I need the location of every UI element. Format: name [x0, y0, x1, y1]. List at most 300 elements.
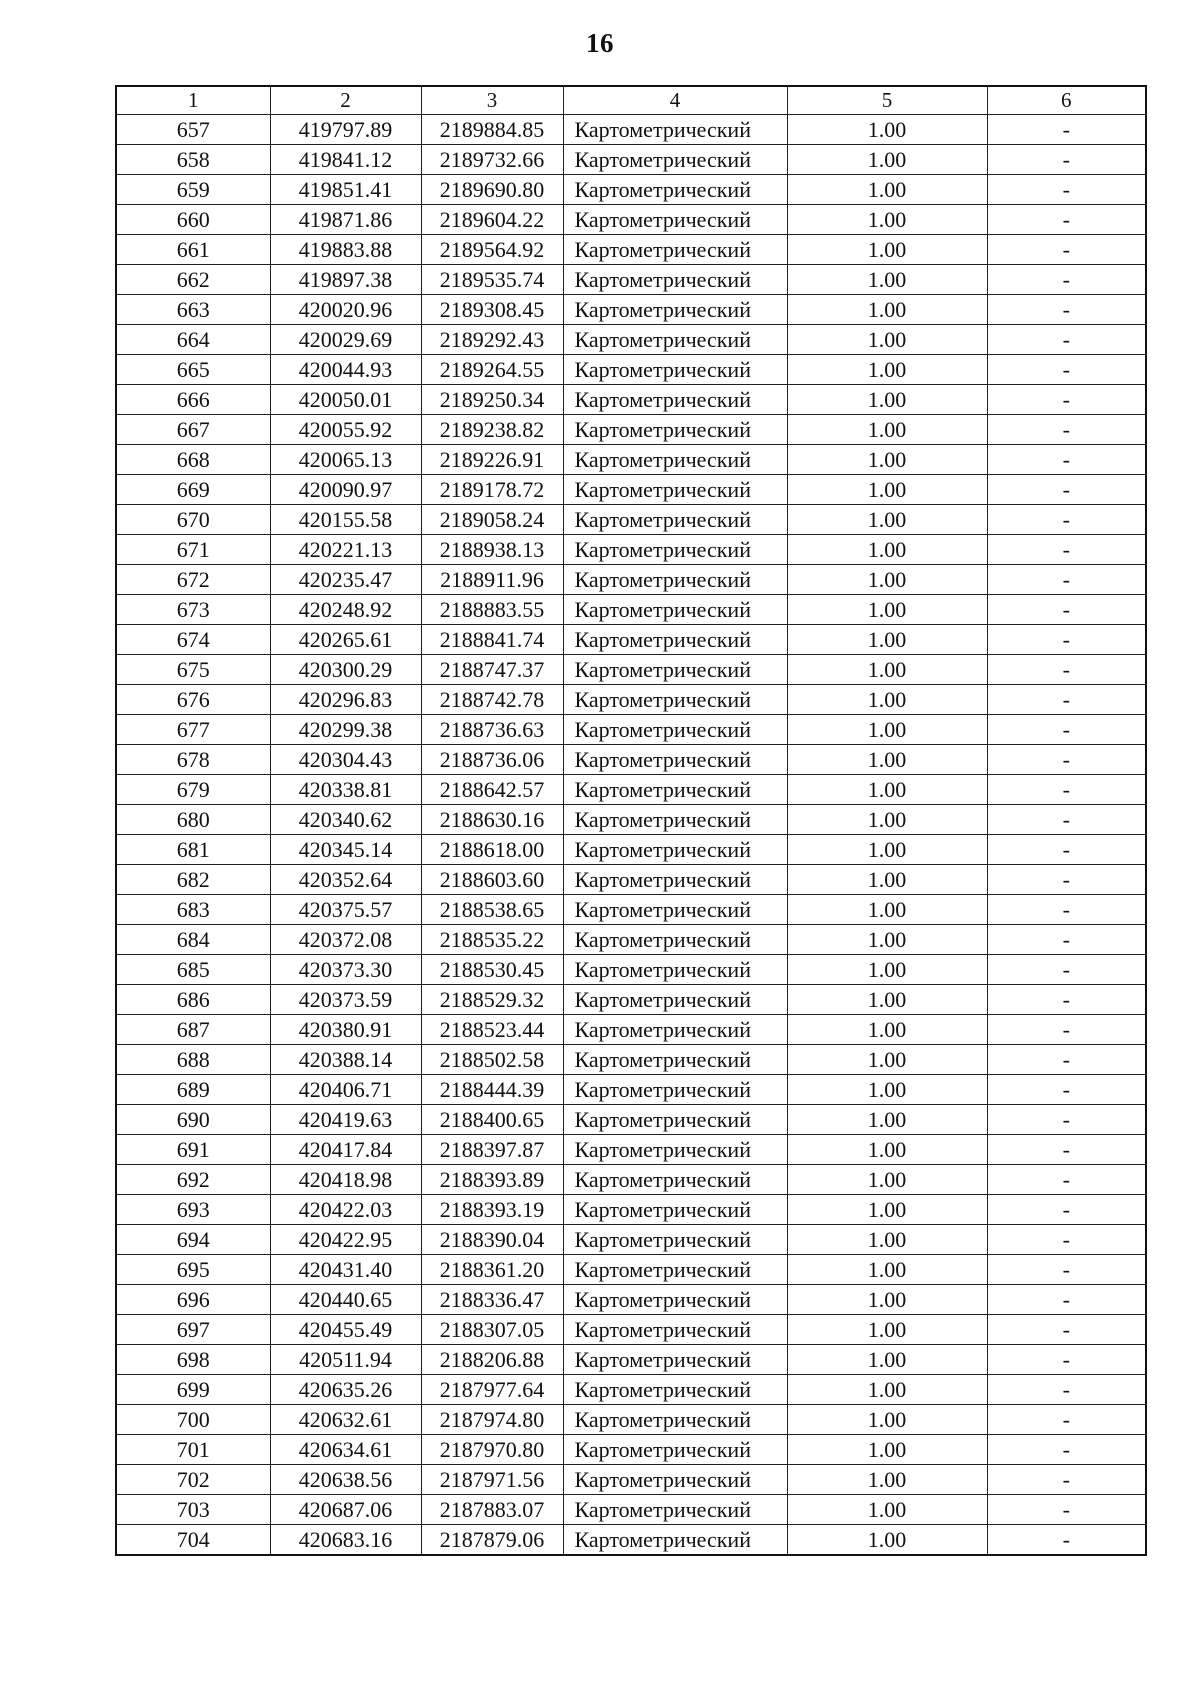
x-coordinate-cell: 420687.06	[270, 1495, 421, 1525]
accuracy-cell: 1.00	[787, 1375, 987, 1405]
point-number-cell: 673	[116, 595, 270, 625]
accuracy-cell: 1.00	[787, 1165, 987, 1195]
note-cell: -	[987, 325, 1146, 355]
point-number-cell: 671	[116, 535, 270, 565]
point-number-cell: 694	[116, 1225, 270, 1255]
table-body	[116, 115, 1146, 1556]
note-cell: -	[987, 1255, 1146, 1285]
point-number-cell: 683	[116, 895, 270, 925]
accuracy-cell: 1.00	[787, 1405, 987, 1435]
y-coordinate-cell: 2188742.78	[421, 685, 563, 715]
x-coordinate-cell: 420638.56	[270, 1465, 421, 1495]
y-coordinate-cell: 2188502.58	[421, 1045, 563, 1075]
point-number-cell: 665	[116, 355, 270, 385]
accuracy-cell: 1.00	[787, 565, 987, 595]
accuracy-cell: 1.00	[787, 205, 987, 235]
point-number-cell: 691	[116, 1135, 270, 1165]
x-coordinate-cell: 420388.14	[270, 1045, 421, 1075]
point-number-cell: 696	[116, 1285, 270, 1315]
table-row	[116, 775, 1146, 805]
table-row	[116, 655, 1146, 685]
y-coordinate-cell: 2188603.60	[421, 865, 563, 895]
accuracy-cell: 1.00	[787, 1495, 987, 1525]
accuracy-cell: 1.00	[787, 805, 987, 835]
method-cell: Картометрический	[563, 1105, 787, 1135]
accuracy-cell: 1.00	[787, 505, 987, 535]
accuracy-cell: 1.00	[787, 535, 987, 565]
point-number-cell: 680	[116, 805, 270, 835]
method-cell: Картометрический	[563, 145, 787, 175]
header-row	[116, 86, 1146, 115]
note-cell: -	[987, 1345, 1146, 1375]
point-number-cell: 679	[116, 775, 270, 805]
accuracy-cell: 1.00	[787, 955, 987, 985]
accuracy-cell: 1.00	[787, 835, 987, 865]
method-cell: Картометрический	[563, 1375, 787, 1405]
x-coordinate-cell: 420375.57	[270, 895, 421, 925]
point-number-cell: 703	[116, 1495, 270, 1525]
note-cell: -	[987, 295, 1146, 325]
method-cell: Картометрический	[563, 595, 787, 625]
point-number-cell: 698	[116, 1345, 270, 1375]
x-coordinate-cell: 420345.14	[270, 835, 421, 865]
table-row	[116, 595, 1146, 625]
method-cell: Картометрический	[563, 895, 787, 925]
accuracy-cell: 1.00	[787, 235, 987, 265]
accuracy-cell: 1.00	[787, 625, 987, 655]
x-coordinate-cell: 420373.30	[270, 955, 421, 985]
table-row	[116, 1105, 1146, 1135]
point-number-cell: 672	[116, 565, 270, 595]
method-cell: Картометрический	[563, 925, 787, 955]
method-cell: Картометрический	[563, 565, 787, 595]
page-number: 16	[586, 28, 614, 58]
method-cell: Картометрический	[563, 835, 787, 865]
x-coordinate-cell: 420044.93	[270, 355, 421, 385]
column-header: 2	[270, 86, 421, 115]
point-number-cell: 666	[116, 385, 270, 415]
y-coordinate-cell: 2188361.20	[421, 1255, 563, 1285]
x-coordinate-cell: 420632.61	[270, 1405, 421, 1435]
note-cell: -	[987, 415, 1146, 445]
x-coordinate-cell: 419851.41	[270, 175, 421, 205]
x-coordinate-cell: 420373.59	[270, 985, 421, 1015]
point-number-cell: 662	[116, 265, 270, 295]
note-cell: -	[987, 1165, 1146, 1195]
note-cell: -	[987, 355, 1146, 385]
x-coordinate-cell: 420380.91	[270, 1015, 421, 1045]
x-coordinate-cell: 420352.64	[270, 865, 421, 895]
table-row	[116, 1315, 1146, 1345]
y-coordinate-cell: 2188390.04	[421, 1225, 563, 1255]
point-number-cell: 695	[116, 1255, 270, 1285]
x-coordinate-cell: 419841.12	[270, 145, 421, 175]
accuracy-cell: 1.00	[787, 595, 987, 625]
note-cell: -	[987, 745, 1146, 775]
accuracy-cell: 1.00	[787, 1285, 987, 1315]
point-number-cell: 700	[116, 1405, 270, 1435]
y-coordinate-cell: 2188530.45	[421, 955, 563, 985]
table-row	[116, 145, 1146, 175]
y-coordinate-cell: 2188630.16	[421, 805, 563, 835]
x-coordinate-cell: 420422.95	[270, 1225, 421, 1255]
x-coordinate-cell: 420300.29	[270, 655, 421, 685]
table-row	[116, 985, 1146, 1015]
y-coordinate-cell: 2188523.44	[421, 1015, 563, 1045]
y-coordinate-cell: 2189178.72	[421, 475, 563, 505]
table-row	[116, 175, 1146, 205]
x-coordinate-cell: 420683.16	[270, 1525, 421, 1556]
note-cell: -	[987, 505, 1146, 535]
table-row	[116, 925, 1146, 955]
point-number-cell: 688	[116, 1045, 270, 1075]
y-coordinate-cell: 2188736.06	[421, 745, 563, 775]
x-coordinate-cell: 420050.01	[270, 385, 421, 415]
point-number-cell: 668	[116, 445, 270, 475]
table-row	[116, 265, 1146, 295]
table-row	[116, 1015, 1146, 1045]
method-cell: Картометрический	[563, 1165, 787, 1195]
method-cell: Картометрический	[563, 1405, 787, 1435]
y-coordinate-cell: 2189058.24	[421, 505, 563, 535]
y-coordinate-cell: 2189690.80	[421, 175, 563, 205]
table-row	[116, 1465, 1146, 1495]
table-row	[116, 505, 1146, 535]
accuracy-cell: 1.00	[787, 325, 987, 355]
point-number-cell: 699	[116, 1375, 270, 1405]
table-row	[116, 1495, 1146, 1525]
accuracy-cell: 1.00	[787, 1255, 987, 1285]
table-row	[116, 1195, 1146, 1225]
x-coordinate-cell: 419797.89	[270, 115, 421, 145]
note-cell: -	[987, 1105, 1146, 1135]
y-coordinate-cell: 2189226.91	[421, 445, 563, 475]
accuracy-cell: 1.00	[787, 1465, 987, 1495]
method-cell: Картометрический	[563, 205, 787, 235]
y-coordinate-cell: 2188736.63	[421, 715, 563, 745]
method-cell: Картометрический	[563, 985, 787, 1015]
x-coordinate-cell: 420299.38	[270, 715, 421, 745]
table-row	[116, 1435, 1146, 1465]
point-number-cell: 658	[116, 145, 270, 175]
point-number-cell: 663	[116, 295, 270, 325]
point-number-cell: 661	[116, 235, 270, 265]
method-cell: Картометрический	[563, 865, 787, 895]
y-coordinate-cell: 2188938.13	[421, 535, 563, 565]
point-number-cell: 689	[116, 1075, 270, 1105]
y-coordinate-cell: 2187977.64	[421, 1375, 563, 1405]
method-cell: Картометрический	[563, 805, 787, 835]
method-cell: Картометрический	[563, 1435, 787, 1465]
note-cell: -	[987, 145, 1146, 175]
accuracy-cell: 1.00	[787, 115, 987, 145]
table-row	[116, 865, 1146, 895]
y-coordinate-cell: 2189264.55	[421, 355, 563, 385]
y-coordinate-cell: 2189308.45	[421, 295, 563, 325]
y-coordinate-cell: 2188400.65	[421, 1105, 563, 1135]
y-coordinate-cell: 2188393.89	[421, 1165, 563, 1195]
table-row	[116, 685, 1146, 715]
table-row	[116, 1165, 1146, 1195]
x-coordinate-cell: 420155.58	[270, 505, 421, 535]
method-cell: Картометрический	[563, 1045, 787, 1075]
method-cell: Картометрический	[563, 1195, 787, 1225]
table-row	[116, 295, 1146, 325]
table-row	[116, 1375, 1146, 1405]
y-coordinate-cell: 2189238.82	[421, 415, 563, 445]
column-header: 6	[987, 86, 1146, 115]
method-cell: Картометрический	[563, 475, 787, 505]
accuracy-cell: 1.00	[787, 1345, 987, 1375]
point-number-cell: 693	[116, 1195, 270, 1225]
accuracy-cell: 1.00	[787, 985, 987, 1015]
table-row	[116, 1045, 1146, 1075]
table-row	[116, 1075, 1146, 1105]
table-row	[116, 955, 1146, 985]
y-coordinate-cell: 2188397.87	[421, 1135, 563, 1165]
accuracy-cell: 1.00	[787, 295, 987, 325]
table-row	[116, 565, 1146, 595]
method-cell: Картометрический	[563, 625, 787, 655]
table-row	[116, 445, 1146, 475]
x-coordinate-cell: 420338.81	[270, 775, 421, 805]
point-number-cell: 692	[116, 1165, 270, 1195]
note-cell: -	[987, 1045, 1146, 1075]
table-row	[116, 235, 1146, 265]
y-coordinate-cell: 2189292.43	[421, 325, 563, 355]
table-row	[116, 895, 1146, 925]
table-row	[116, 1345, 1146, 1375]
accuracy-cell: 1.00	[787, 925, 987, 955]
table-row	[116, 745, 1146, 775]
x-coordinate-cell: 419897.38	[270, 265, 421, 295]
table-row	[116, 1225, 1146, 1255]
x-coordinate-cell: 420248.92	[270, 595, 421, 625]
note-cell: -	[987, 535, 1146, 565]
accuracy-cell: 1.00	[787, 685, 987, 715]
method-cell: Картометрический	[563, 355, 787, 385]
table-row	[116, 475, 1146, 505]
point-number-cell: 659	[116, 175, 270, 205]
method-cell: Картометрический	[563, 385, 787, 415]
y-coordinate-cell: 2189884.85	[421, 115, 563, 145]
table-row	[116, 205, 1146, 235]
note-cell: -	[987, 115, 1146, 145]
method-cell: Картометрический	[563, 1345, 787, 1375]
y-coordinate-cell: 2188336.47	[421, 1285, 563, 1315]
point-number-cell: 657	[116, 115, 270, 145]
note-cell: -	[987, 1375, 1146, 1405]
note-cell: -	[987, 595, 1146, 625]
accuracy-cell: 1.00	[787, 265, 987, 295]
x-coordinate-cell: 420020.96	[270, 295, 421, 325]
note-cell: -	[987, 715, 1146, 745]
x-coordinate-cell: 420055.92	[270, 415, 421, 445]
accuracy-cell: 1.00	[787, 1225, 987, 1255]
method-cell: Картометрический	[563, 715, 787, 745]
table-row	[116, 805, 1146, 835]
x-coordinate-cell: 419871.86	[270, 205, 421, 235]
y-coordinate-cell: 2188307.05	[421, 1315, 563, 1345]
x-coordinate-cell: 420029.69	[270, 325, 421, 355]
method-cell: Картометрический	[563, 685, 787, 715]
note-cell: -	[987, 1285, 1146, 1315]
y-coordinate-cell: 2188538.65	[421, 895, 563, 925]
method-cell: Картометрический	[563, 955, 787, 985]
accuracy-cell: 1.00	[787, 1525, 987, 1556]
x-coordinate-cell: 420635.26	[270, 1375, 421, 1405]
point-number-cell: 660	[116, 205, 270, 235]
table-row	[116, 385, 1146, 415]
x-coordinate-cell: 420455.49	[270, 1315, 421, 1345]
method-cell: Картометрический	[563, 1465, 787, 1495]
y-coordinate-cell: 2189732.66	[421, 145, 563, 175]
y-coordinate-cell: 2189564.92	[421, 235, 563, 265]
point-number-cell: 682	[116, 865, 270, 895]
y-coordinate-cell: 2188618.00	[421, 835, 563, 865]
table-row	[116, 1525, 1146, 1556]
y-coordinate-cell: 2188883.55	[421, 595, 563, 625]
point-number-cell: 676	[116, 685, 270, 715]
table-row	[116, 535, 1146, 565]
note-cell: -	[987, 445, 1146, 475]
method-cell: Картометрический	[563, 1255, 787, 1285]
accuracy-cell: 1.00	[787, 1105, 987, 1135]
point-number-cell: 667	[116, 415, 270, 445]
x-coordinate-cell: 420417.84	[270, 1135, 421, 1165]
note-cell: -	[987, 835, 1146, 865]
accuracy-cell: 1.00	[787, 1315, 987, 1345]
note-cell: -	[987, 775, 1146, 805]
y-coordinate-cell: 2188444.39	[421, 1075, 563, 1105]
table-row	[116, 115, 1146, 145]
note-cell: -	[987, 865, 1146, 895]
x-coordinate-cell: 420511.94	[270, 1345, 421, 1375]
method-cell: Картометрический	[563, 1525, 787, 1556]
x-coordinate-cell: 420221.13	[270, 535, 421, 565]
method-cell: Картометрический	[563, 175, 787, 205]
note-cell: -	[987, 565, 1146, 595]
note-cell: -	[987, 955, 1146, 985]
note-cell: -	[987, 1075, 1146, 1105]
point-number-cell: 690	[116, 1105, 270, 1135]
note-cell: -	[987, 685, 1146, 715]
table-row	[116, 355, 1146, 385]
x-coordinate-cell: 420418.98	[270, 1165, 421, 1195]
table-row	[116, 415, 1146, 445]
x-coordinate-cell: 420422.03	[270, 1195, 421, 1225]
table-row	[116, 1405, 1146, 1435]
note-cell: -	[987, 1405, 1146, 1435]
x-coordinate-cell: 420634.61	[270, 1435, 421, 1465]
method-cell: Картометрический	[563, 505, 787, 535]
note-cell: -	[987, 925, 1146, 955]
method-cell: Картометрический	[563, 325, 787, 355]
point-number-cell: 677	[116, 715, 270, 745]
x-coordinate-cell: 420372.08	[270, 925, 421, 955]
column-header: 1	[116, 86, 270, 115]
table-row	[116, 1135, 1146, 1165]
y-coordinate-cell: 2188206.88	[421, 1345, 563, 1375]
note-cell: -	[987, 1225, 1146, 1255]
method-cell: Картометрический	[563, 235, 787, 265]
y-coordinate-cell: 2188535.22	[421, 925, 563, 955]
column-header: 3	[421, 86, 563, 115]
accuracy-cell: 1.00	[787, 1075, 987, 1105]
table-row	[116, 835, 1146, 865]
accuracy-cell: 1.00	[787, 1015, 987, 1045]
accuracy-cell: 1.00	[787, 1195, 987, 1225]
accuracy-cell: 1.00	[787, 175, 987, 205]
column-header: 4	[563, 86, 787, 115]
point-number-cell: 678	[116, 745, 270, 775]
point-number-cell: 670	[116, 505, 270, 535]
method-cell: Картометрический	[563, 535, 787, 565]
method-cell: Картометрический	[563, 1075, 787, 1105]
accuracy-cell: 1.00	[787, 1435, 987, 1465]
y-coordinate-cell: 2188747.37	[421, 655, 563, 685]
note-cell: -	[987, 205, 1146, 235]
note-cell: -	[987, 475, 1146, 505]
note-cell: -	[987, 1465, 1146, 1495]
point-number-cell: 701	[116, 1435, 270, 1465]
method-cell: Картометрический	[563, 1135, 787, 1165]
point-number-cell: 685	[116, 955, 270, 985]
accuracy-cell: 1.00	[787, 655, 987, 685]
x-coordinate-cell: 420235.47	[270, 565, 421, 595]
x-coordinate-cell: 420431.40	[270, 1255, 421, 1285]
table-row	[116, 1255, 1146, 1285]
note-cell: -	[987, 1195, 1146, 1225]
table-row	[116, 1285, 1146, 1315]
accuracy-cell: 1.00	[787, 385, 987, 415]
accuracy-cell: 1.00	[787, 895, 987, 925]
y-coordinate-cell: 2187970.80	[421, 1435, 563, 1465]
table-row	[116, 715, 1146, 745]
y-coordinate-cell: 2189535.74	[421, 265, 563, 295]
y-coordinate-cell: 2187971.56	[421, 1465, 563, 1495]
note-cell: -	[987, 1435, 1146, 1465]
method-cell: Картометрический	[563, 1495, 787, 1525]
x-coordinate-cell: 420406.71	[270, 1075, 421, 1105]
note-cell: -	[987, 895, 1146, 925]
y-coordinate-cell: 2188841.74	[421, 625, 563, 655]
x-coordinate-cell: 420440.65	[270, 1285, 421, 1315]
table-row	[116, 625, 1146, 655]
accuracy-cell: 1.00	[787, 865, 987, 895]
note-cell: -	[987, 1315, 1146, 1345]
method-cell: Картометрический	[563, 415, 787, 445]
note-cell: -	[987, 235, 1146, 265]
method-cell: Картометрический	[563, 1315, 787, 1345]
accuracy-cell: 1.00	[787, 1135, 987, 1165]
note-cell: -	[987, 1525, 1146, 1556]
table-row	[116, 325, 1146, 355]
method-cell: Картометрический	[563, 655, 787, 685]
point-number-cell: 697	[116, 1315, 270, 1345]
note-cell: -	[987, 1135, 1146, 1165]
y-coordinate-cell: 2189250.34	[421, 385, 563, 415]
accuracy-cell: 1.00	[787, 775, 987, 805]
y-coordinate-cell: 2188529.32	[421, 985, 563, 1015]
point-number-cell: 686	[116, 985, 270, 1015]
note-cell: -	[987, 805, 1146, 835]
note-cell: -	[987, 625, 1146, 655]
method-cell: Картометрический	[563, 1225, 787, 1255]
point-number-cell: 684	[116, 925, 270, 955]
method-cell: Картометрический	[563, 775, 787, 805]
note-cell: -	[987, 265, 1146, 295]
